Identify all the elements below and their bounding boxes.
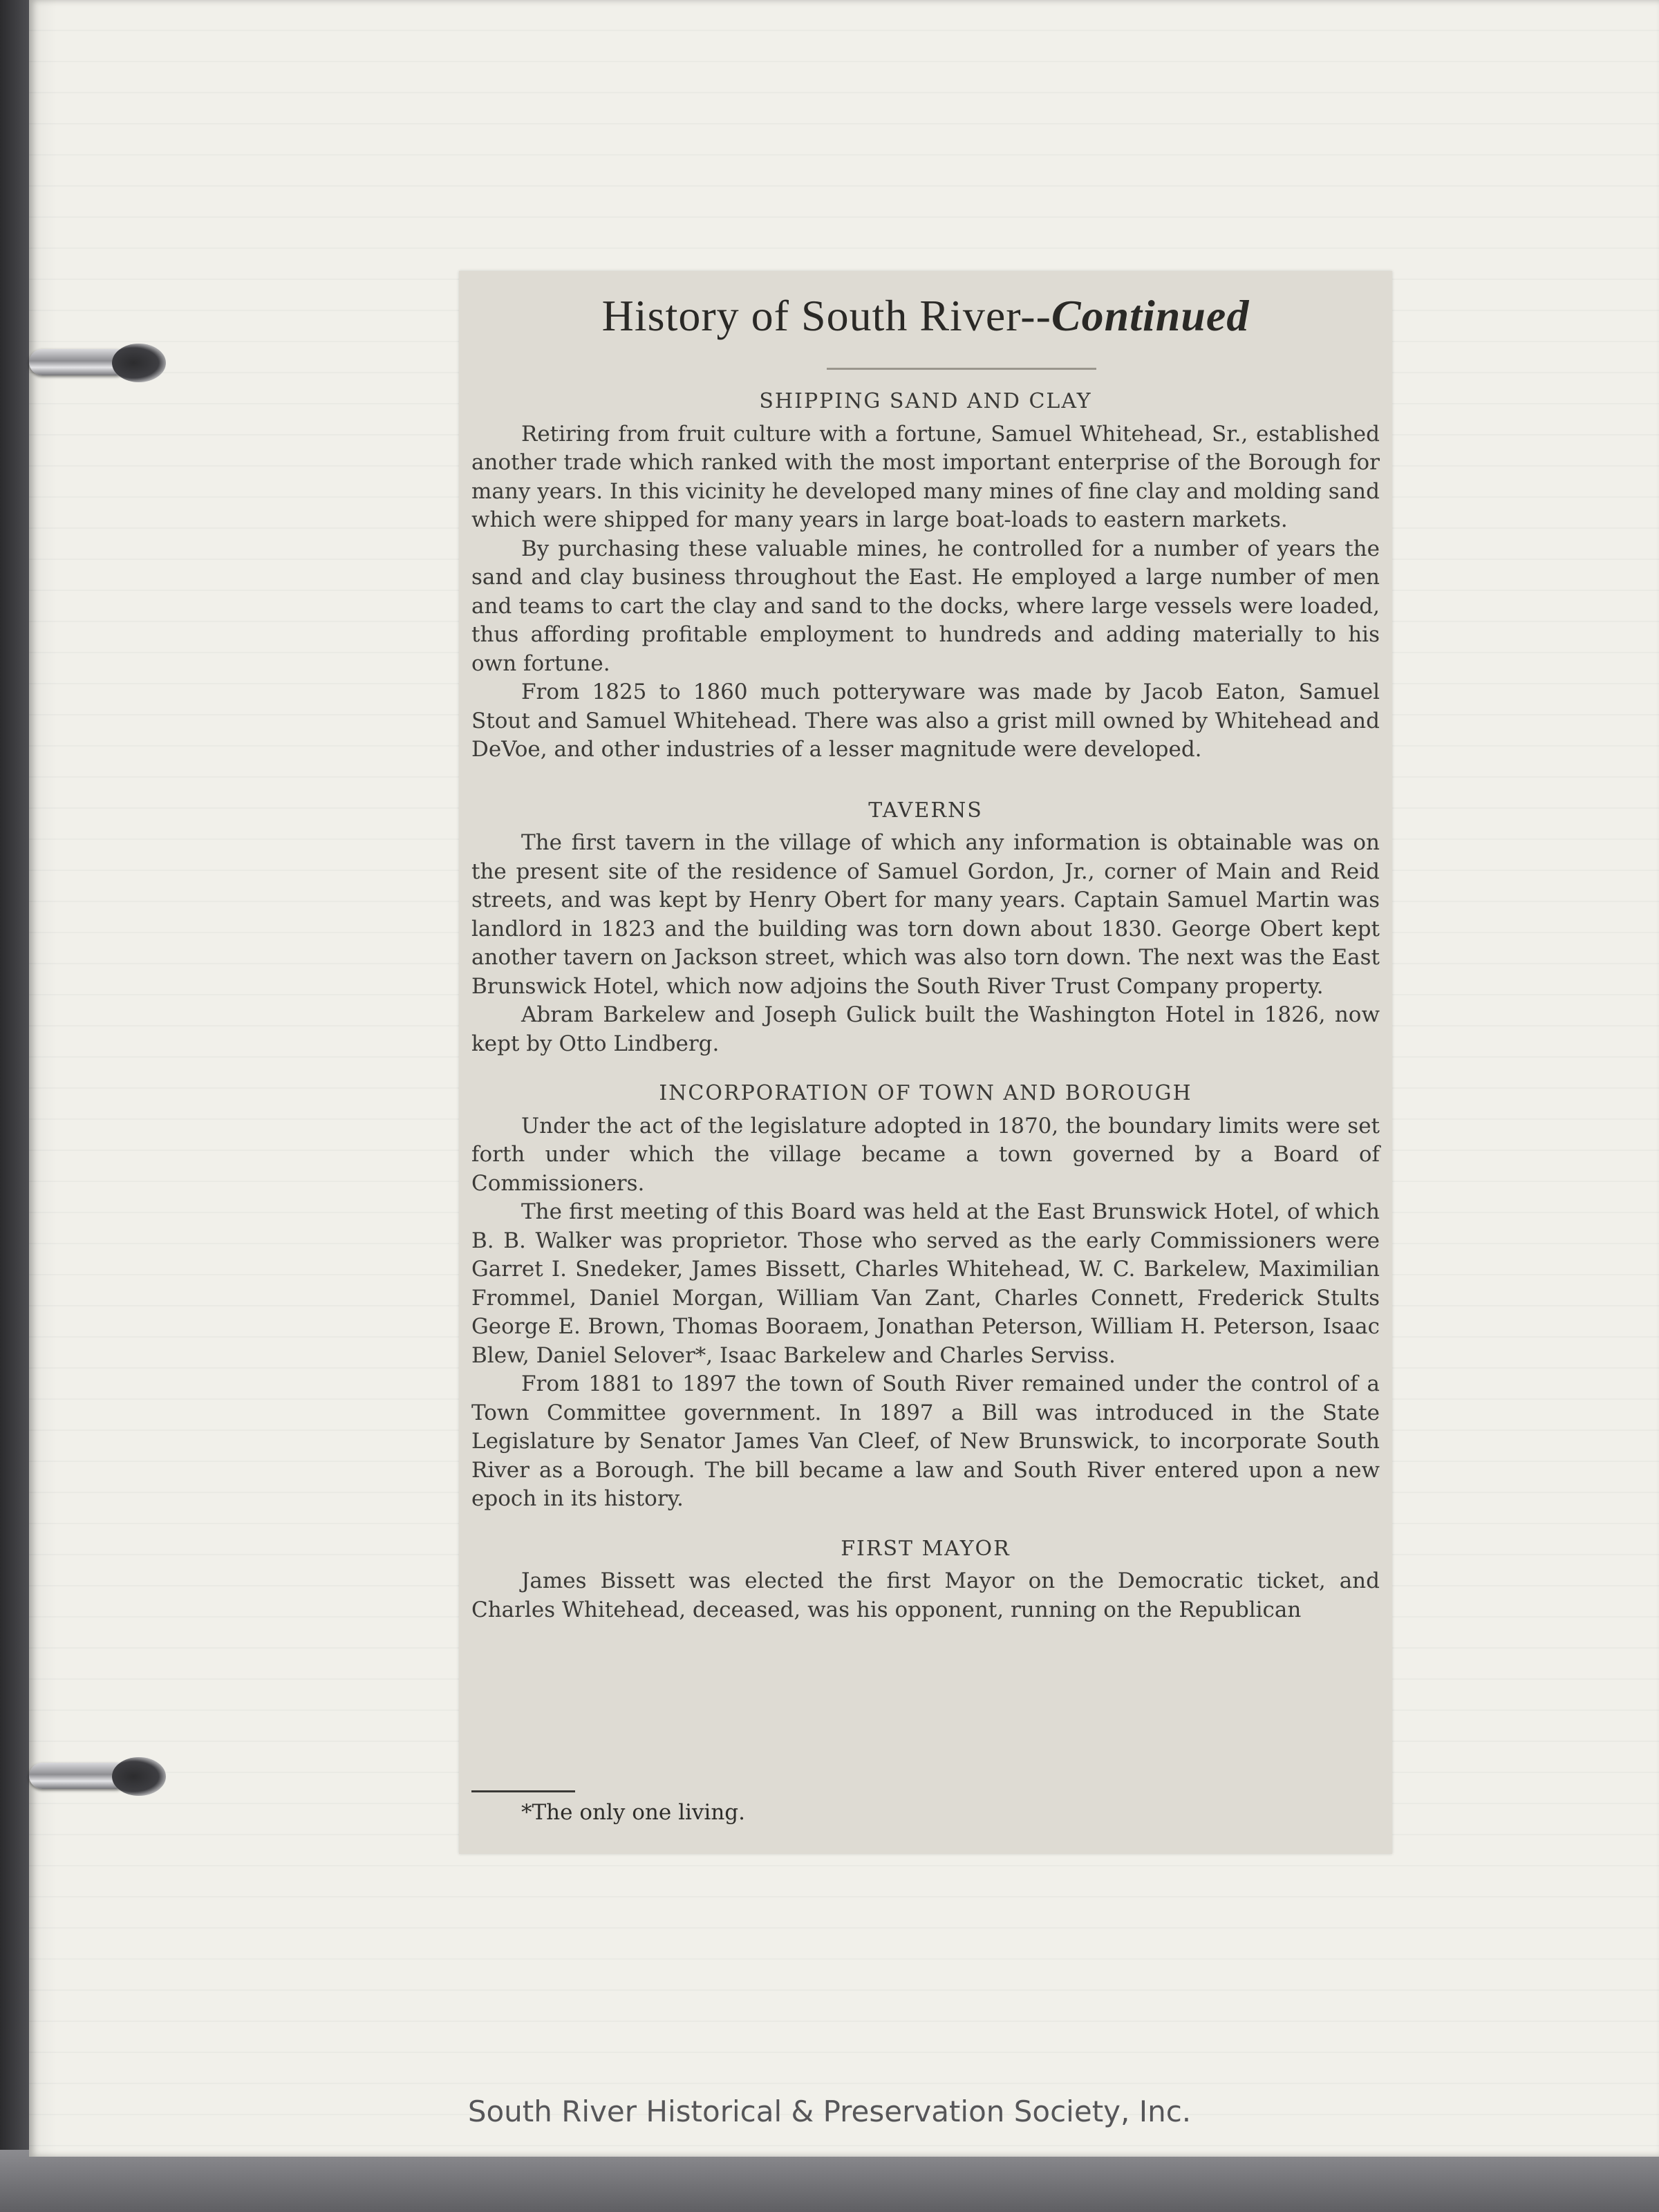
section-first-mayor — [471, 1535, 1380, 1625]
footnote: *The only one living. — [521, 1800, 746, 1825]
section-incorporation — [471, 1079, 1380, 1514]
article-body — [471, 387, 1380, 1624]
paragraph: From 1825 to 1860 much potteryware was made by Jacob Eaton, Samuel Stout and Samuel Whitehead. There was also a grist mill owned by Whitehead and DeVoe, and other industries of a lesser magnitude were developed. — [471, 679, 1380, 762]
paragraph: James Bissett was elected the first Mayor on the Democratic ticket, and Charles Whitehead, deceased, was his opponent, running on the Republican — [471, 1568, 1380, 1622]
paragraph: By purchasing these valuable mines, he controlled for a number of years the sand and clay business throughout the East. He employed a large number of men and teams to cart the clay and sand to the docks, where large vessels were loaded, thus affording profitable employment to hundreds and adding materially to his own fortune. — [471, 536, 1380, 676]
binder-ring-bottom — [29, 1756, 143, 1799]
paragraph: Under the act of the legislature adopted in 1870, the boundary limits were set forth under which the village became a town governed by a Board of Commissioners. — [471, 1113, 1380, 1196]
footnote-divider — [471, 1790, 575, 1792]
title-main: History of South River-- — [601, 291, 1051, 340]
page-title — [459, 290, 1392, 341]
paragraph: Retiring from fruit culture with a fortune, Samuel Whitehead, Sr., established another trade which ranked with the most important enterprise of the Borough for many years. In this vicinity he developed many mines of fine clay and molding sand which were shipped for many years in large boat-loads to eastern markets. — [471, 421, 1380, 532]
section-heading: INCORPORATION OF TOWN AND BOROUGH — [659, 1081, 1192, 1105]
paragraph: From 1881 to 1897 the town of South River remained under the control of a Town Committee government. In 1897 a Bill was introduced in the State Legislature by Senator James Van Cleef, of New Brunswick, to incorporate South River as a Borough. The bill became a law and South River entered upon a new epoch in its history. — [471, 1371, 1380, 1511]
section-heading: SHIPPING SAND AND CLAY — [759, 389, 1092, 413]
section-shipping-sand-and-clay — [471, 387, 1380, 765]
section-heading: FIRST MAYOR — [841, 1536, 1011, 1561]
paragraph: The first meeting of this Board was held at the East Brunswick Hotel, of which B. B. Walker was proprietor. Those who served as the early Commissioners were Garret I. Snedeker, James Bissett, Charles Whitehead, W. C. Barkelew, Maximilian Frommel, Daniel Morgan, William Van Zant, Charles Connett, Frederick Stults George E. Brown, Thomas Booraem, Jonathan Peterson, William H. Peterson, Isaac Blew, Daniel Selover*, Isaac Barkelew and Charles Serviss. — [471, 1199, 1380, 1368]
title-continued: Continued — [1051, 291, 1250, 340]
binder-cover-edge — [0, 2150, 1659, 2212]
binder-page — [29, 0, 1659, 2157]
watermark: South River Historical & Preservation Society, Inc. — [467, 2094, 1192, 2128]
section-heading: TAVERNS — [868, 798, 983, 823]
newspaper-clipping — [459, 271, 1392, 1854]
binder-ring-top — [29, 342, 143, 385]
paragraph: Abram Barkelew and Joseph Gulick built the Washington Hotel in 1826, now kept by Otto Lindberg. — [471, 1002, 1380, 1056]
paragraph: The first tavern in the village of which any information is obtainable was on the present site of the residence of Samuel Gordon, Jr., corner of Main and Reid streets, and was kept by Henry Obert for many years. Captain Samuel Martin was landlord in 1823 and the building was torn down about 1830. George Obert kept another tavern on Jackson street, which was also torn down. The next was the East Brunswick Hotel, which now adjoins the South River Trust Company property. — [471, 830, 1380, 999]
section-taverns — [471, 796, 1380, 1059]
title-divider — [827, 368, 1096, 370]
